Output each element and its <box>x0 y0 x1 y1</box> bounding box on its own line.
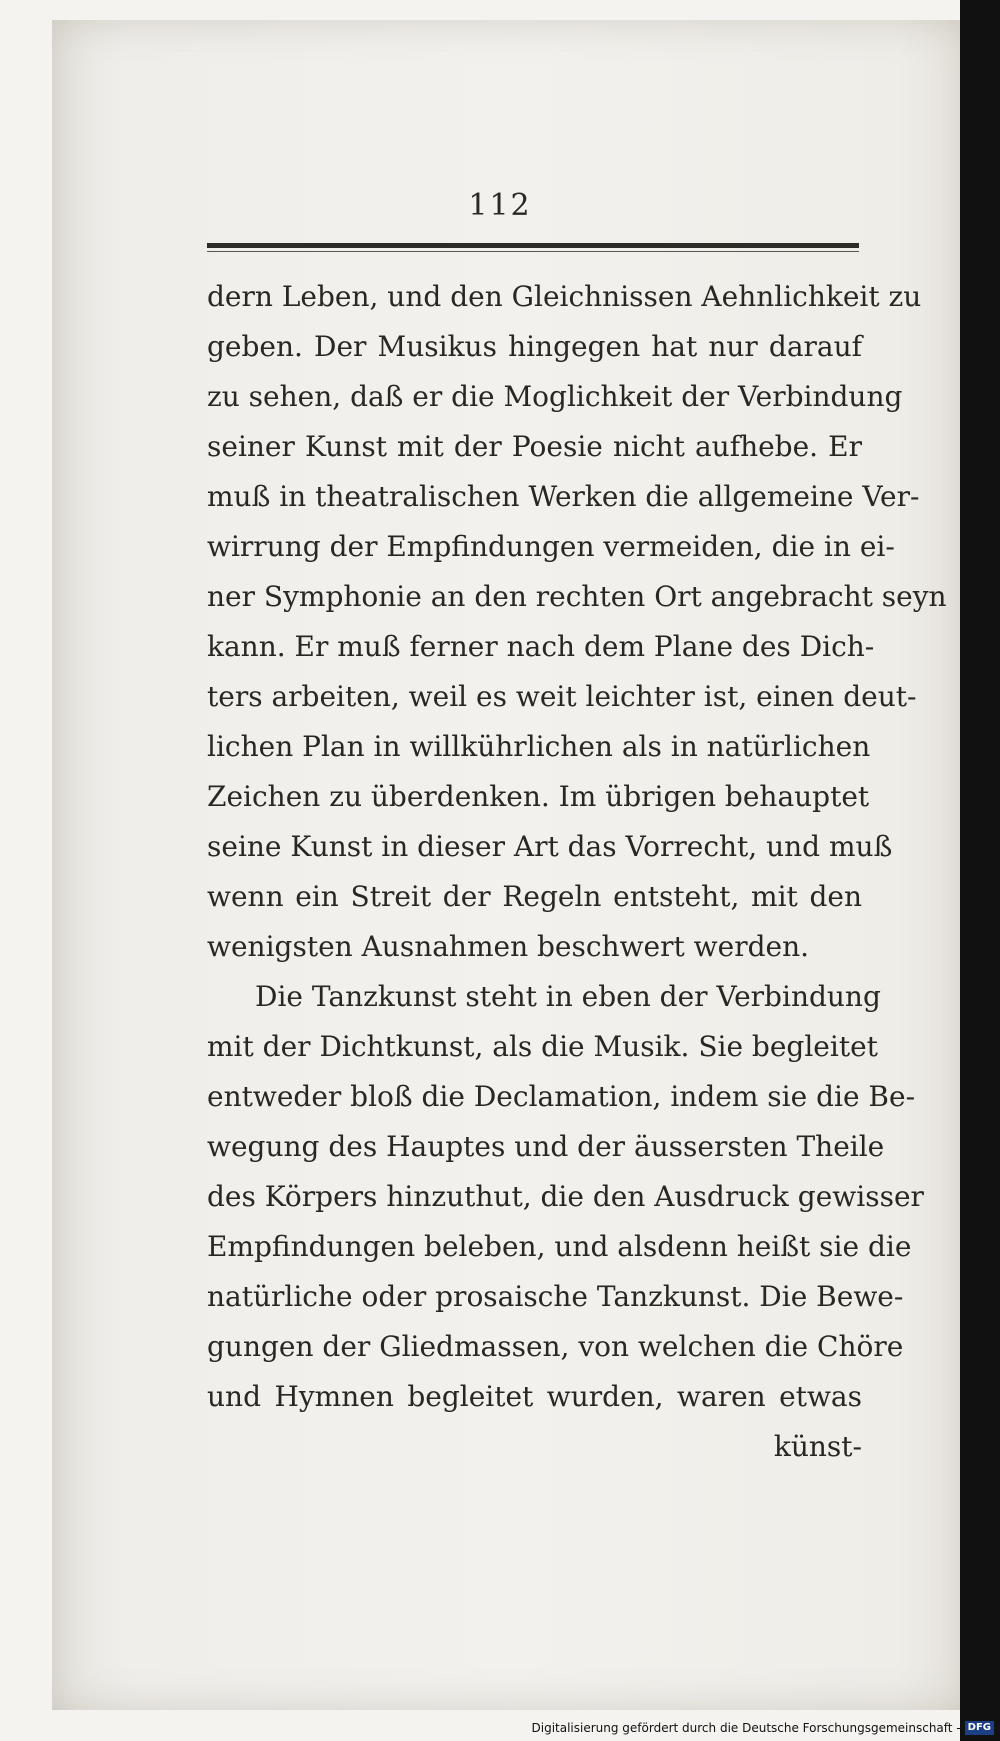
text-line: muß in theatralischen Werken die allgemeine Ver- <box>207 480 920 513</box>
text-line: zu sehen, daß er die Moglichkeit der Verbindung <box>207 380 903 413</box>
text-line: wirrung der Empfindungen vermeiden, die in ei- <box>207 530 895 563</box>
text-line: entweder bloß die Declamation, indem sie die Be- <box>207 1080 916 1113</box>
dfg-logo: DFG <box>965 1721 994 1735</box>
text-line: wenigsten Ausnahmen beschwert werden. <box>207 930 810 963</box>
text-line: natürliche oder prosaische Tanzkunst. Die Bewe- <box>207 1280 904 1313</box>
footer-text: Digitalisierung gefördert durch die Deutsche Forschungsgemeinschaft - <box>531 1721 961 1735</box>
page-number: 112 <box>468 188 532 223</box>
header-rule <box>207 243 859 248</box>
text-line: kann. Er muß ferner nach dem Plane des Dich- <box>207 630 875 663</box>
body-text <box>207 272 947 1472</box>
text-line: ner Symphonie an den rechten Ort angebracht seyn <box>207 580 947 613</box>
paragraph-first-line: Die Tanzkunst steht in eben der Verbindung <box>255 980 881 1013</box>
text-line: des Körpers hinzuthut, die den Ausdruck gewisser <box>207 1180 924 1213</box>
text-line: ters arbeiten, weil es weit leichter ist, einen deut- <box>207 680 917 713</box>
text-line: seine Kunst in dieser Art das Vorrecht, und muß <box>207 830 893 863</box>
catchword: künst- <box>773 1430 862 1463</box>
text-line: seiner Kunst mit der Poesie nicht aufhebe. Er <box>207 430 862 463</box>
scan-background-edge <box>960 0 1000 1741</box>
digitization-footer <box>532 1719 995 1737</box>
text-line: wenn ein Streit der Regeln entsteht, mit den <box>207 880 862 913</box>
text-line: Empfindungen beleben, und alsdenn heißt sie die <box>207 1230 912 1263</box>
text-line: lichen Plan in willkührlichen als in natürlichen <box>207 730 871 763</box>
header-rule-thin <box>207 251 859 252</box>
text-line: wegung des Hauptes und der äussersten Theile <box>207 1130 885 1163</box>
text-line: Zeichen zu überdenken. Im übrigen behauptet <box>207 780 870 813</box>
text-line: geben. Der Musikus hingegen hat nur darauf <box>207 330 862 363</box>
text-line: dern Leben, und den Gleichnissen Aehnlichkeit zu <box>207 280 922 313</box>
text-line: mit der Dichtkunst, als die Musik. Sie begleitet <box>207 1030 878 1063</box>
text-line: gungen der Gliedmassen, von welchen die Chöre <box>207 1330 904 1363</box>
text-line: und Hymnen begleitet wurden, waren etwas <box>207 1380 862 1413</box>
